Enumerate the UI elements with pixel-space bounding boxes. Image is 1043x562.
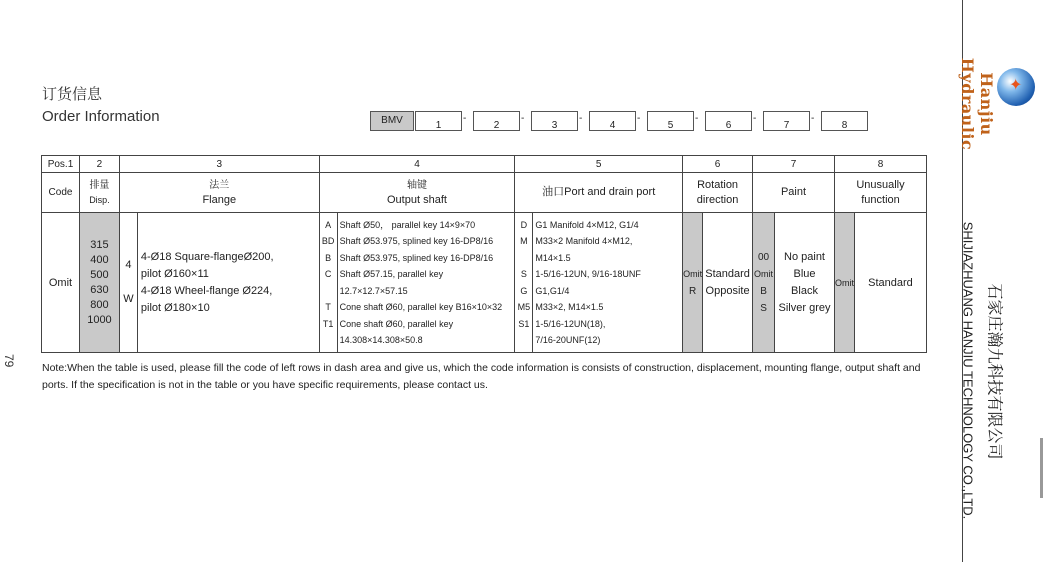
displacement-options <box>79 213 119 353</box>
code-separator: - <box>463 113 467 124</box>
company-name-cn: 石家庄瀚九科技有限公司 <box>985 283 1005 460</box>
options-row <box>42 213 927 353</box>
label-disp-cn: 排量 <box>89 179 110 191</box>
label-function-line1: Unusually <box>856 178 905 191</box>
label-shaft-en: Output shaft <box>387 193 447 206</box>
code-slot-4[interactable]: 4 <box>589 111 636 131</box>
label-shaft-cn: 轴键 <box>406 179 427 191</box>
shaft-descriptions <box>337 213 515 353</box>
rotation-code: Omit <box>683 268 703 279</box>
code-value: Omit <box>42 213 80 353</box>
function-description: Standard <box>854 213 926 353</box>
paint-desc: No paint <box>784 250 825 263</box>
pos-8: 8 <box>834 156 926 173</box>
code-separator: - <box>579 113 583 124</box>
code-separator: - <box>637 113 641 124</box>
shaft-codes <box>319 213 337 353</box>
rotation-code: R <box>688 285 697 297</box>
shaft-code: B <box>325 252 332 263</box>
shaft-code: T <box>325 302 331 312</box>
order-title-en: Order Information <box>42 108 160 125</box>
position-row <box>42 156 927 173</box>
pos-5: 5 <box>515 156 683 173</box>
port-desc: G1 Manifold 4×M12, G1/4 <box>535 219 639 230</box>
shaft-code <box>320 283 337 300</box>
shaft-desc: Cone shaft Ø60, parallel key <box>339 318 454 329</box>
order-table <box>41 155 927 353</box>
pos-4: 4 <box>319 156 515 173</box>
paint-code: Omit <box>754 268 774 279</box>
label-flange <box>119 173 319 213</box>
label-function-line2: function <box>861 193 900 206</box>
displacement-value: 630 <box>90 283 109 296</box>
usage-note: Note:When the table is used, please fill the code of left rows in dash area and give us, which the code information is consists of construction, displacement, mounting flange, output shaft and ports. If the specification is not in the table or you have specific requirements, please contact us. <box>42 362 921 391</box>
rotation-descriptions <box>703 213 753 353</box>
pos-7: 7 <box>753 156 835 173</box>
rotation-desc: Standard <box>705 267 750 280</box>
port-desc: M33×2, M14×1.5 <box>535 302 604 312</box>
shaft-code: A <box>325 219 332 230</box>
paint-code: S <box>760 302 767 314</box>
code-slot-2[interactable]: 2 <box>473 111 520 131</box>
code-prefix: BMV <box>370 111 414 131</box>
pos-2: 2 <box>79 156 119 173</box>
displacement-value: 800 <box>90 298 109 311</box>
port-desc: 1-5/16-12UN, 9/16-18UNF <box>535 269 641 279</box>
port-desc: M14×1.5 <box>535 252 571 263</box>
paint-descriptions <box>775 213 835 353</box>
flange-code: W <box>123 293 134 305</box>
code-separator: - <box>521 113 525 124</box>
paint-code: 00 <box>757 251 770 263</box>
flange-desc: pilot Ø160×11 <box>140 267 209 280</box>
code-slot-6[interactable]: 6 <box>705 111 752 131</box>
port-desc: G1,G1/4 <box>535 285 570 296</box>
port-code: M <box>520 236 528 246</box>
shaft-desc: Shaft Ø53.975, splined key 16-DP8/16 <box>339 236 494 246</box>
label-flange-cn: 法兰 <box>209 179 230 191</box>
flange-desc: pilot Ø180×10 <box>140 301 210 314</box>
pos-3: 3 <box>119 156 319 173</box>
code-separator: - <box>695 113 699 124</box>
port-codes <box>515 213 533 353</box>
flange-desc: 4-Ø18 Wheel-flange Ø224, <box>140 284 273 297</box>
port-desc: 1-5/16-12UN(18), <box>535 318 606 329</box>
label-flange-en: Flange <box>202 193 237 206</box>
shaft-code: BD <box>321 236 335 246</box>
paint-desc: Silver grey <box>778 301 831 314</box>
port-desc: 7/16-20UNF(12) <box>535 335 601 345</box>
shaft-desc: Shaft Ø50， parallel key 14×9×70 <box>339 219 476 230</box>
code-slot-8[interactable]: 8 <box>821 111 868 131</box>
shaft-code: C <box>324 269 332 279</box>
label-shaft <box>319 173 515 213</box>
label-disp-en: Disp. <box>89 194 110 205</box>
label-paint: Paint <box>753 173 835 213</box>
brand-name: Hanjiu Hydraulic <box>958 57 996 151</box>
paint-codes <box>753 213 775 353</box>
port-code: G <box>520 285 528 296</box>
shaft-desc: Shaft Ø53.975, splined key 16-DP8/16 <box>339 252 494 263</box>
code-slot-7[interactable]: 7 <box>763 111 810 131</box>
rotation-codes <box>683 213 703 353</box>
label-rotation-line1: Rotation <box>697 178 739 191</box>
logo-mark-icon: ✦ <box>1009 77 1023 94</box>
port-code: M5 <box>517 302 531 312</box>
shaft-code <box>320 332 337 349</box>
shaft-desc: Shaft Ø57.15, parallel key <box>339 269 444 279</box>
displacement-value: 315 <box>90 238 109 251</box>
port-desc: M33×2 Manifold 4×M12, <box>535 236 633 246</box>
port-descriptions <box>533 213 683 353</box>
displacement-value: 1000 <box>87 313 112 326</box>
shaft-desc: 12.7×12.7×57.15 <box>339 285 408 296</box>
rotation-desc: Opposite <box>705 284 750 297</box>
displacement-value: 400 <box>90 253 109 266</box>
label-rotation <box>683 173 753 213</box>
flange-codes <box>119 213 137 353</box>
flange-descriptions <box>137 213 319 353</box>
pos-6: 6 <box>683 156 753 173</box>
pos-1: Pos.1 <box>42 156 80 173</box>
flange-code: 4 <box>125 259 132 271</box>
port-code <box>515 250 532 267</box>
function-code: Omit <box>834 213 854 353</box>
paint-desc: Blue <box>793 267 816 280</box>
code-separator: - <box>753 113 757 124</box>
paint-code: B <box>760 285 767 297</box>
label-rotation-line2: direction <box>696 193 739 206</box>
order-title-cn: 订货信息 <box>42 85 103 103</box>
label-code: Code <box>42 173 80 213</box>
port-code: D <box>520 219 528 230</box>
flange-desc: 4-Ø18 Square-flangeØ200, <box>140 250 274 263</box>
code-slot-5[interactable]: 5 <box>647 111 694 131</box>
label-row <box>42 173 927 213</box>
paint-desc: Black <box>791 284 818 297</box>
code-separator: - <box>811 113 815 124</box>
globe-logo <box>997 68 1035 106</box>
label-port: 油口Port and drain port <box>515 173 683 213</box>
label-displacement <box>79 173 119 213</box>
company-name-en: SHIJIAZHUANG HANJIU TECHNOLOGY CO.,LTD. <box>960 221 976 520</box>
page-number: 79 <box>2 354 16 368</box>
code-slot-3[interactable]: 3 <box>531 111 578 131</box>
port-code <box>515 332 532 349</box>
port-code: S1 <box>518 318 530 329</box>
code-slot-1[interactable]: 1 <box>415 111 462 131</box>
port-code: S <box>520 269 527 279</box>
label-function <box>834 173 926 213</box>
displacement-value: 500 <box>90 268 109 281</box>
shaft-code: T1 <box>322 318 334 329</box>
shaft-desc: Cone shaft Ø60, parallel key B16×10×32 <box>339 302 503 312</box>
shaft-desc: 14.308×14.308×50.8 <box>339 335 423 345</box>
